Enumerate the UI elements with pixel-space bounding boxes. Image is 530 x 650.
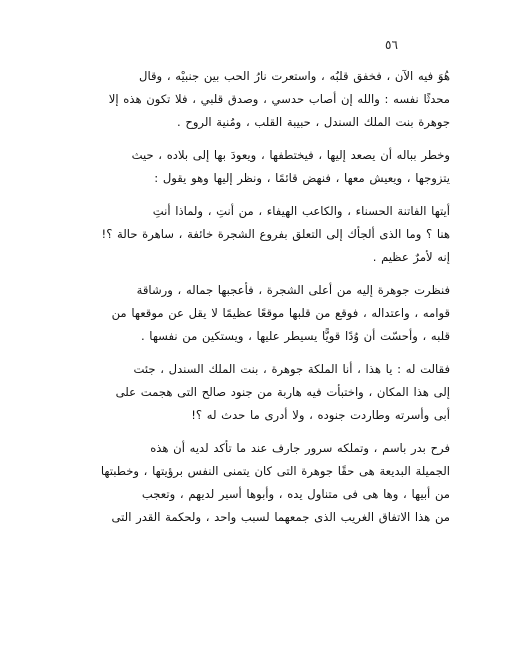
text-line: محدثًا نفسه : والله إن أصاب حدسي ، وصدق قلبي ، فلا تكون هذه إلا: [108, 92, 450, 106]
page-number: ٥٦: [385, 38, 398, 52]
text-line: إلى هذا المكان ، واختبأت فيه هاربة من جنود صالح التى هجمت على: [115, 385, 450, 399]
paragraph: [95, 279, 450, 348]
paragraph: [95, 358, 450, 427]
text-line: من هذا الاتفاق الغريب الذى جمعهما لسبب واحد ، ولحكمة القدر التى: [111, 510, 450, 524]
paragraph: [95, 65, 450, 134]
body-text: [95, 55, 450, 539]
text-line: فنظرت جوهرة إليه من أعلى الشجرة ، فأعجبها جماله ، ورشاقة: [136, 283, 450, 297]
text-line: أيتها الفاتنة الحسناء ، والكاعب الهيفاء ، من أنتِ ، ولماذا أنتِ: [152, 204, 450, 218]
text-line: الجميلة البديعة هى حقًا جوهرة التى كان يتمنى النفس برؤيتها ، وخطبتها: [100, 464, 450, 478]
text-line: قلبه ، وأحسّت أن وُدًا قويًّا يسيطر عليها ، ويستكين من نفسها .: [140, 329, 450, 343]
paragraph: [95, 437, 450, 529]
text-line: من أبيها ، وها هى فى متناول يده ، وأبوها أسير لديهم ، وتعجب: [141, 487, 450, 501]
paragraph: [95, 200, 450, 269]
text-line: فرح بدر باسم ، وتملكه سرور جارف عند ما تأكد لديه أن هذه: [150, 441, 450, 455]
text-line: أبى وأسرته وطاردت جنوده ، ولا أدرى ما حدث له ؟!: [191, 408, 450, 422]
text-line: قوامه ، واعتداله ، فوقع من قلبها موقعًا عظيمًا لا يقل عن موقعها من: [111, 306, 450, 320]
text-line: فقالت له : يا هذا ، أنا الملكة جوهرة ، بنت الملك السندل ، جئت: [133, 362, 450, 376]
text-line: إنه لأمرٌ عظيم .: [372, 250, 450, 264]
text-line: جوهرة بنت الملك السندل ، حبيبة القلب ، ومُنية الروح .: [176, 115, 450, 129]
paragraph: [95, 144, 450, 190]
text-line: وخطر بباله أن يصعد إليها ، فيختطفها ، ويعودَ بها إلى بلاده ، حيث: [131, 148, 450, 162]
text-line: هُوَ فيه الآن ، فخفق قلبُه ، واستعرت نارُ الحب بين جنبيْه ، وقال: [139, 69, 450, 83]
text-line: يتزوجها ، ويعيش معها ، فنهض قائمًا ، ونظر إليها وهو يقول :: [154, 171, 450, 185]
text-line: هنا ؟ وما الذى ألجأك إلى التعلق بفروع الشجرة خائفة ، ساهرة حالة ؟!: [101, 227, 450, 241]
